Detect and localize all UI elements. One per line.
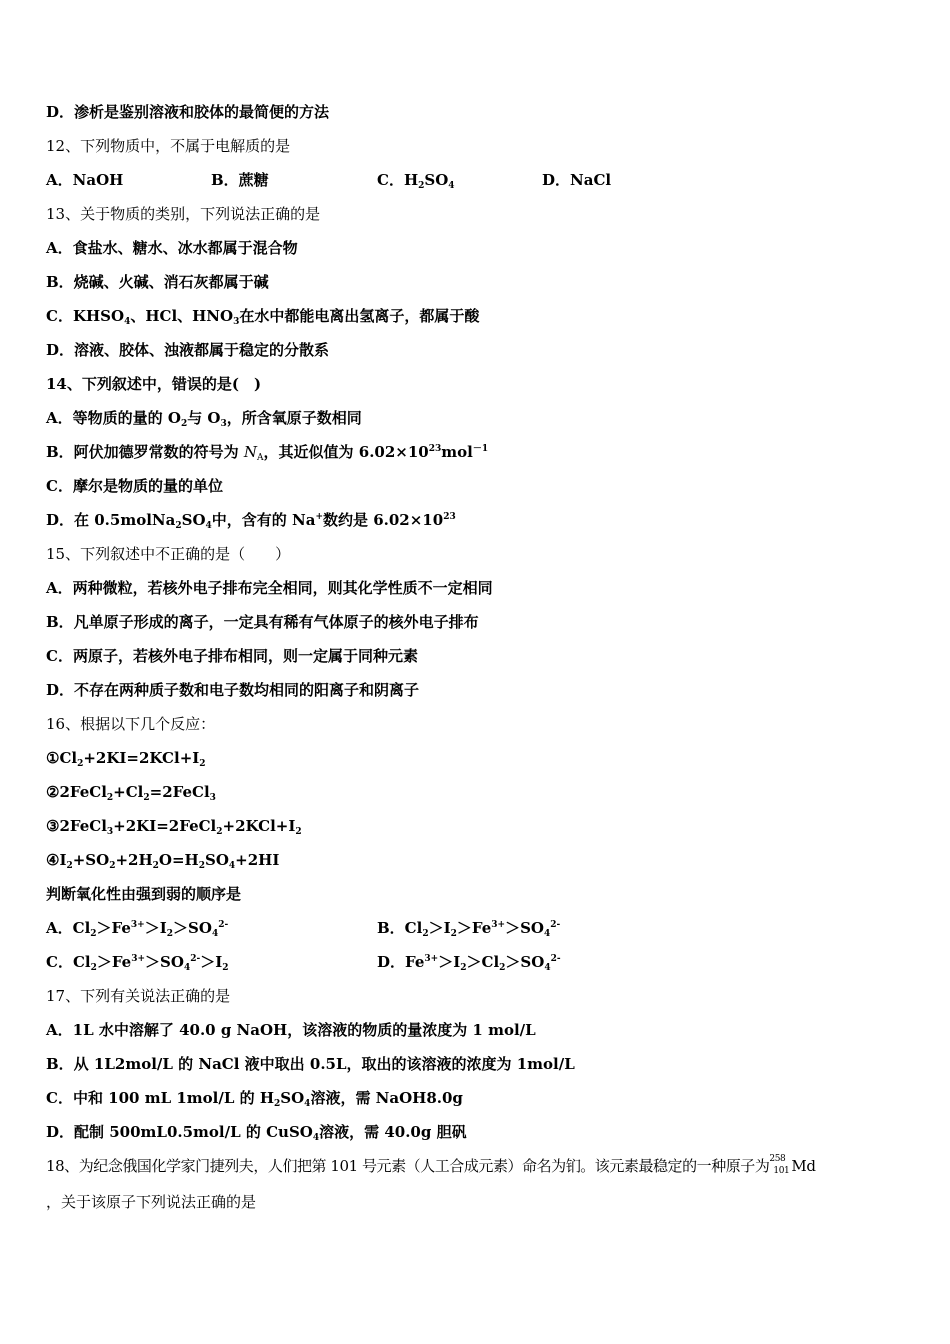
md-isotope: 258 101 Md — [769, 1154, 816, 1176]
q15-option-a: A．两种微粒，若核外电子排布完全相同，则其化学性质不一定相同 — [46, 579, 493, 597]
q16-reaction-2: $②2FeCl_2+Cl_2=2FeCl_3$ — [46, 783, 216, 803]
q18-stem-continued: ，关于该原子下列说法正确的是 — [46, 1193, 257, 1211]
q15-stem: 15、下列叙述中不正确的是（ ） — [46, 545, 291, 563]
q12-option-d: D．NaCl — [542, 171, 612, 189]
q17-option-b: B．从 1L2mol/L 的 NaCl 液中取出 0.5L，取出的该溶液的浓度为 1mol/L — [46, 1055, 575, 1073]
q18-stem: 18、为纪念俄国化学家门捷列夫，人们把第 101 号元素（人工合成元素）命名为钔。该元素最稳定的一种原子为 258 101 Md — [46, 1154, 816, 1176]
q14-option-c: C．摩尔是物质的量的单位 — [46, 477, 223, 495]
q16-stem: 16、根据以下几个反应： — [46, 715, 216, 733]
q16-options-cd — [46, 952, 906, 972]
q15-option-b: B．凡单原子形成的离子，一定具有稀有气体原子的核外电子排布 — [46, 613, 479, 631]
q13-option-b: B．烧碱、火碱、消石灰都属于碱 — [46, 273, 269, 291]
q14-option-d: D．在 $0.5molNa_2SO_4$中，含有的 Na+数约是 $6.02\times 10^{23}$ — [46, 511, 456, 531]
q16-option-b: B．$Cl_2>I_2>Fe^{3+}>SO_4^{2-}$ — [377, 919, 561, 939]
q13-option-c: C．$KHSO_4$、HCl、$HNO_3$在水中都能电离出氢离子，都属于酸 — [46, 307, 480, 327]
q16-reaction-1: $①Cl_2+2KI=2KCl+I_2$ — [46, 749, 206, 769]
q14-option-a: A．等物质的量的 $O_2$与 $O_3$，所含氧原子数相同 — [46, 409, 362, 429]
q15-option-d: D．不存在两种质子数和电子数均相同的阳离子和阴离子 — [46, 681, 420, 699]
q15-option-c: C．两原子，若核外电子排布相同，则一定属于同种元素 — [46, 647, 418, 665]
q11-option-d: D．渗析是鉴别溶液和胶体的最简便的方法 — [46, 103, 330, 121]
q14-option-b: B．阿伏加德罗常数的符号为 $N_A$，其近似值为 $6.02\times 10^{23}mol^{-1}$ — [46, 443, 489, 463]
q16-option-c: C．$Cl_2>Fe^{3+}>SO_4^{2-}>I_2$ — [46, 953, 229, 973]
q13-option-a: A．食盐水、糖水、冰水都属于混合物 — [46, 239, 298, 257]
q12-options — [46, 170, 906, 190]
q13-option-d: D．溶液、胶体、浊液都属于稳定的分散系 — [46, 341, 330, 359]
q16-option-a: A．$Cl_2>Fe^{3+}>I_2>SO_4^{2-}$ — [46, 919, 229, 939]
q16-options-ab — [46, 918, 906, 938]
q12-option-b: B．蔗糖 — [211, 171, 269, 189]
q14-stem: 14、下列叙述中，错误的是( ) — [46, 375, 262, 393]
q17-stem: 17、下列有关说法正确的是 — [46, 987, 231, 1005]
q17-option-d: D．配制 500mL0.5mol/L 的 CuSO$_4$溶液，需 40.0g 胆矾 — [46, 1123, 467, 1143]
q16-judge: 判断氧化性由强到弱的顺序是 — [46, 885, 242, 903]
q16-reaction-4: $④I_2+SO_2+2H_2O=H_2SO_4+2HI$ — [46, 851, 280, 871]
q13-stem: 13、关于物质的类别，下列说法正确的是 — [46, 205, 321, 223]
q12-option-c: C．$H_2SO_4$ — [377, 171, 455, 191]
q17-option-c: C．中和 100 mL 1mol/L 的 $H_2SO_4$溶液，需 NaOH8.0g — [46, 1089, 463, 1109]
q16-reaction-3: $③2FeCl_3+2KI=2FeCl_2+2KCl+I_2$ — [46, 817, 302, 837]
q12-stem: 12、下列物质中，不属于电解质的是 — [46, 137, 291, 155]
q12-option-a: A．NaOH — [46, 171, 124, 189]
q17-option-a: A．1L 水中溶解了 40.0 g NaOH，该溶液的物质的量浓度为 1 mol/L — [46, 1021, 536, 1039]
q16-option-d: D．$Fe^{3+}>I_2>Cl_2>SO_4^{2-}$ — [377, 953, 561, 973]
